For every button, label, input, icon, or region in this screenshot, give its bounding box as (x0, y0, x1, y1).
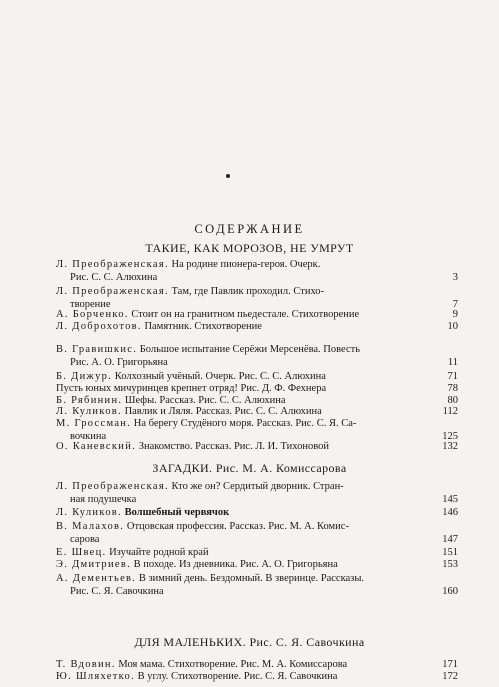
entry-author: Л. Доброхотов. (56, 321, 142, 332)
entry-page-number: 145 (442, 494, 458, 505)
entry-continuation: Рис. С. С. Алюхина (70, 272, 158, 283)
entry-line (56, 309, 359, 320)
entry-page-number: 160 (442, 586, 458, 597)
entry-page-number: 112 (442, 406, 458, 417)
entry-author: В. Малахов. (56, 521, 125, 532)
entry-line (56, 286, 324, 297)
entry-continuation: сарова (70, 534, 100, 545)
entry-line (56, 659, 347, 670)
entry-title: Отцовская профессия. Рассказ. Рис. М. А. Комис- (124, 521, 349, 532)
contents-entry (56, 506, 456, 519)
entry-line (56, 573, 364, 584)
entry-author: В. Гравишкис. (56, 344, 138, 355)
entry-author: А. Дементьев. (56, 573, 137, 584)
entry-title: Знакомство. Рассказ. Рис. Л. И. Тихоновой (136, 441, 330, 452)
entry-page-number: 125 (442, 431, 458, 442)
entry-continuation: творение (70, 299, 111, 310)
entry-title: Волшебный червячок (121, 507, 230, 518)
entry-page-number: 147 (442, 534, 458, 545)
entry-continuation: вочкина (70, 431, 107, 442)
entry-line (56, 371, 326, 382)
entry-page-number: 10 (447, 321, 458, 332)
entry-line (56, 559, 338, 570)
entry-title: Павлик и Ляля. Рассказ. Рис. С. С. Алюхина (121, 406, 322, 417)
contents-entry (56, 480, 456, 506)
entry-page-number: 11 (447, 357, 458, 368)
entry-title: На родине пионера-героя. Очерк. (168, 259, 321, 270)
entry-line (56, 344, 360, 355)
entry-author: А. Борченко. (56, 309, 129, 320)
entry-page-number: 172 (442, 671, 458, 682)
entry-line (56, 547, 209, 558)
page-title: СОДЕРЖАНИЕ (194, 222, 305, 236)
entry-page-number: 71 (447, 371, 458, 382)
entry-title: В зимний день. Бездомный. В зверинце. Рассказы. (136, 573, 364, 584)
entry-author: Ю. Шляхетко. (56, 671, 135, 682)
entry-line (56, 441, 329, 452)
entry-page-number: 78 (447, 383, 458, 394)
entry-title: Большое испытание Серёжи Мерсенёва. Повесть (137, 344, 360, 355)
entry-continuation: Рис. С. Я. Савочкина (70, 586, 164, 597)
entry-line (56, 259, 320, 270)
entry-page-number: 171 (442, 659, 458, 670)
entry-author: Т. Вдовин. (56, 659, 116, 670)
entry-page-number: 153 (442, 559, 458, 570)
contents-entry (56, 343, 456, 369)
entry-author: О. Каневский. (56, 441, 137, 452)
entry-author: Б. Рябинин. (56, 395, 123, 406)
section-heading: ДЛЯ МАЛЕНЬКИХ. Рис. С. Я. Савочкина (134, 635, 365, 649)
contents-entry (56, 520, 456, 546)
entry-title: Пусть юных мичуринцев крепнет отряд! Рис. Д. Ф. Фехнера (56, 383, 327, 394)
entry-author: Л. Преображенская. (56, 481, 169, 492)
entry-line (56, 418, 356, 429)
entry-page-number: 9 (452, 309, 458, 320)
contents-entry (56, 440, 456, 453)
entry-page-number: 151 (442, 547, 458, 558)
contents-entry (56, 320, 456, 333)
entry-line (56, 481, 344, 492)
entry-line (56, 507, 229, 518)
entry-author: Л. Куликов. (56, 507, 122, 518)
entry-author: М. Гроссман. (56, 418, 132, 429)
entry-title: Моя мама. Стихотворение. Рис. М. А. Комиссарова (115, 659, 348, 670)
ornament-dot (226, 174, 230, 178)
entry-title: В углу. Стихотворение. Рис. С. Я. Савочкина (134, 671, 338, 682)
entry-author: Б. Дижур. (56, 371, 113, 382)
entry-continuation: ная подушечка (70, 494, 137, 505)
entry-continuation: Рис. А. О. Григорьяна (70, 357, 168, 368)
entry-author: Л. Преображенская. (56, 259, 169, 270)
entry-title: Шефы. Рассказ. Рис. С. С. Алюхина (122, 395, 286, 406)
entry-title: Изучайте родной край (106, 547, 209, 558)
entry-page-number: 80 (447, 395, 458, 406)
entry-author: Л. Преображенская. (56, 286, 169, 297)
contents-entry (56, 258, 456, 284)
entry-author: Э. Дмитриев. (56, 559, 132, 570)
entry-page-number: 7 (452, 299, 458, 310)
entry-title: В походе. Из дневника. Рис. А. О. Григорьяна (131, 559, 338, 570)
entry-line (56, 321, 262, 332)
entry-line (56, 671, 337, 682)
entry-page-number: 146 (442, 507, 458, 518)
entry-line (56, 383, 326, 394)
entry-author: Е. Швец. (56, 547, 107, 558)
entry-line (56, 521, 349, 532)
entry-page-number: 3 (452, 272, 458, 283)
section-heading: ТАКИЕ, КАК МОРОЗОВ, НЕ УМРУТ (145, 241, 354, 255)
entry-title: Там, где Павлик проходил. Стихо- (168, 286, 325, 297)
contents-entry (56, 670, 456, 683)
entry-title: На берегу Студёного моря. Рассказ. Рис. С. Я. Са- (131, 418, 357, 429)
entry-line (56, 406, 322, 417)
entry-title: Стоит он на гранитном пьедестале. Стихотворение (128, 309, 360, 320)
entry-author: Л. Куликов. (56, 406, 122, 417)
entry-title: Памятник. Стихотворение (141, 321, 262, 332)
entry-page-number: 132 (442, 441, 458, 452)
entry-title: Кто же он? Сердитый дворник. Стран- (168, 481, 344, 492)
contents-entry (56, 558, 456, 571)
section-heading: ЗАГАДКИ. Рис. М. А. Комиссарова (152, 461, 347, 475)
entry-title: Колхозный учёный. Очерк. Рис. С. С. Алюхина (112, 371, 326, 382)
contents-entry (56, 572, 456, 598)
